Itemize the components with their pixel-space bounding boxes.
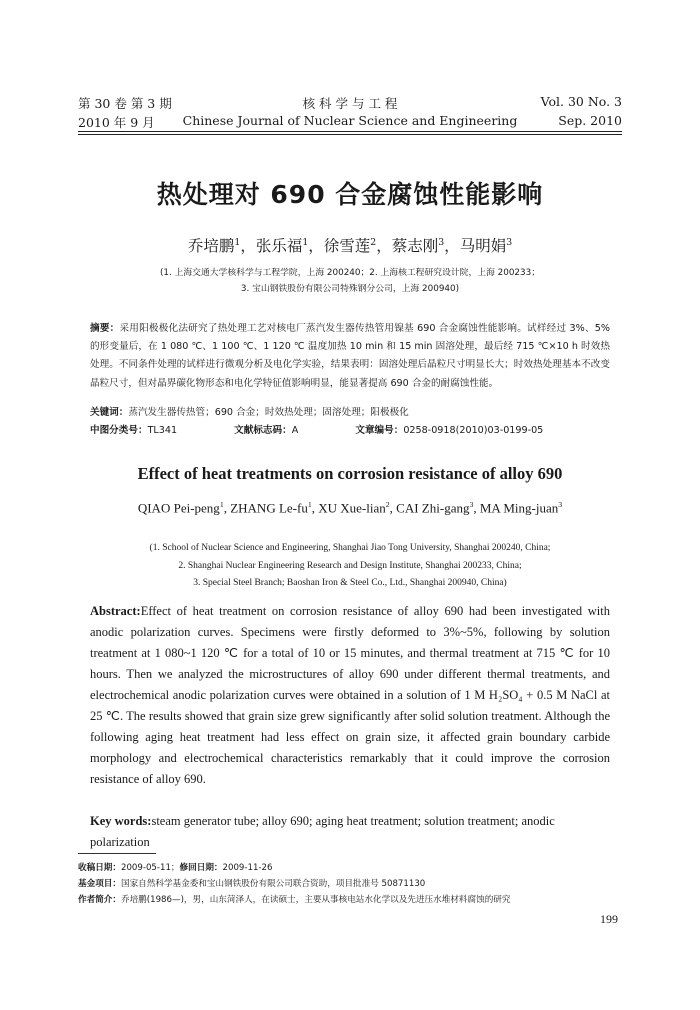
keywords-en: Key words:steam generator tube; alloy 690; aging heat treatment; solution treatment; anodic polarization <box>90 814 555 849</box>
author-name: 蔡志刚 <box>391 237 439 255</box>
affiliation-en-line: (1. School of Nuclear Science and Engineering, Shanghai Jiao Tong University, Shanghai 200240, China; <box>149 543 551 553</box>
page-number: 199 <box>600 912 618 926</box>
paper-title-cn: 热处理对 690 合金腐蚀性能影响 <box>156 180 544 209</box>
journal-volume-en: Vol. 30 No. 3 <box>540 94 622 109</box>
classification-line: 中图分类号：TL341 文献标志码：A 文章编号：0258-0918(2010)03-0199-05 <box>90 425 544 436</box>
authors-en: QIAO Pei-peng$^1$, ZHANG $Le-fu^1$, XU Xue-lian$^2$, CAI Zhi-gang$^3$, MA Ming-juan$^3$ <box>137 500 563 516</box>
author-name: 徐雪莲 <box>323 237 371 255</box>
footnote-fund: 基金项目：国家自然科学基金委和宝山钢铁股份有限公司联合资助，项目批准号 50871130 <box>78 879 426 889</box>
header-rule <box>78 131 622 132</box>
author-name: QIAO Pei-peng <box>137 500 220 516</box>
affiliation-cn-line: (1. 上海交通大学核科学与工程学院，上海 200240；2. 上海核工程研究设计院，上海 200233； <box>159 268 541 278</box>
affiliation-en-line: 2. Shanghai Nuclear Engineering Research and Design Institute, Shanghai 200233, China; <box>178 561 522 571</box>
abstract-cn: 摘要：采用阳极极化法研究了热处理工艺对核电厂蒸汽发生器传热管用镍基 690 合金腐蚀性能影响。试样经过 3%、5% 的形变量后，在 1 080 ℃、1 100 ℃、1 120 ℃ 温度加热 10 min 和 15 min 固溶处理，最后经 715 ℃×10 h 时效热处理。不同条件处理的试样进行微观分析及电化学实验，结果表明：固溶处理后晶粒尺寸明显长大；时效热处理基本不改变晶粒尺寸，但对晶界碳化物形态和电化学特征值影响明显，能显著提高 690 合金的耐腐蚀性能。 <box>90 323 611 389</box>
authors-cn: 乔培鹏$^1$，张乐福$^1$，徐雪莲$^2$，蔡志刚$^3$，马明娟$^3$ <box>187 236 513 255</box>
author-name: CAI Zhi-gang <box>396 500 470 516</box>
author-name: 乔培鹏 <box>187 237 235 255</box>
footnote-rule <box>78 853 156 854</box>
footnote-dates: 收稿日期：2009-05-11；修回日期：2009-11-26 <box>78 863 273 873</box>
footnote-author: 作者简介：乔培鹏(1986—)，男，山东菏泽人，在读硕士，主要从事核电站水化学以及先进压水堆材料腐蚀的研究 <box>78 895 511 905</box>
journal-name-cn: 核 科 学 与 工 程 <box>302 96 398 111</box>
abstract-en: Abstract:Effect of heat treatment on corrosion resistance of alloy 690 had been investigated with anodic polarization curves. Specimens were firstly deformed to 3%~5%, following by solution treatment at 1 080~1 120 ℃ for a total of 10 or 15 minutes, and thermal treatment at 715 ℃ for 10 hours. Then we analyzed the microstructures of alloy 690 under different thermal treatments, and electrochemical anodic polarization curves were obtained in a solution of 1 M H₂SO₄ + 0.5 M NaCl at 25 ℃. The results showed that grain size grew significantly after solid solution treatment. Although the following aging heat treatment had less effect on grain size, it affected grain boundary carbide morphology and electrochemical characteristics remarkably that it could improve the corrosion resistance of alloy 690. <box>90 604 610 786</box>
journal-volume: 第 30 卷 第 3 期 <box>78 96 172 111</box>
author-name: ZHANG Le-fu <box>230 500 308 516</box>
affiliation-en-line: 3. Special Steel Branch; Baoshan Iron & Steel Co., Ltd., Shanghai 200940, China) <box>193 578 507 588</box>
author-name: 马明娟 <box>459 237 507 255</box>
paper-title-en: Effect of heat treatments on corrosion resistance of alloy 690 <box>137 464 563 483</box>
keywords-cn: 关键词：蒸汽发生器传热管；690 合金；时效热处理；固溶处理；阳极极化 <box>90 407 409 418</box>
journal-date: 2010 年 9 月 <box>78 115 155 130</box>
journal-date-en: Sep. 2010 <box>558 113 622 128</box>
author-name: MA Ming-juan <box>479 500 559 516</box>
author-name: XU Xue-lian <box>318 500 386 516</box>
affiliation-cn-line: 3. 宝山钢铁股份有限公司特殊钢分公司，上海 200940) <box>240 284 460 294</box>
journal-name-en: Chinese Journal of Nuclear Science and Engineering <box>182 113 518 128</box>
header-rule <box>78 134 622 135</box>
author-name: 张乐福 <box>255 237 303 255</box>
